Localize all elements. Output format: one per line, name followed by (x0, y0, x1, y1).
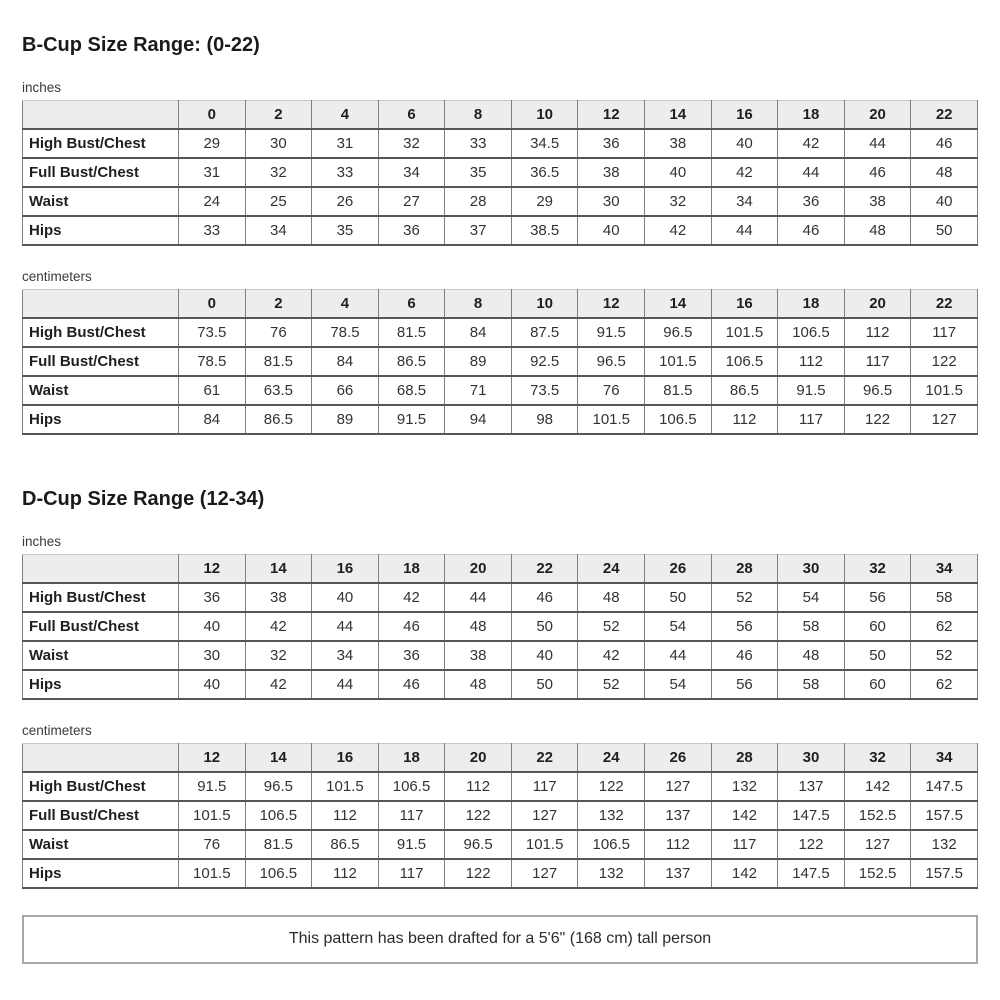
size-header-cell: 6 (378, 290, 445, 319)
measurement-value-cell: 84 (445, 318, 512, 347)
measurement-value-cell: 27 (378, 187, 445, 216)
size-header-cell: 20 (445, 555, 512, 584)
measurement-value-cell: 101.5 (911, 376, 978, 405)
measurement-row (23, 347, 978, 376)
measurement-value-cell: 44 (312, 612, 379, 641)
measurement-value-cell: 96.5 (645, 318, 712, 347)
measurement-value-cell: 42 (711, 158, 778, 187)
measurement-value-cell: 34 (711, 187, 778, 216)
size-header-cell: 26 (645, 555, 712, 584)
measurement-label-cell: Waist (23, 376, 179, 405)
size-header-cell: 20 (844, 101, 911, 130)
measurement-value-cell: 42 (578, 641, 645, 670)
measurement-value-cell: 52 (711, 583, 778, 612)
size-header-row (23, 101, 978, 130)
measurement-value-cell: 52 (578, 612, 645, 641)
measurement-value-cell: 112 (312, 801, 379, 830)
measurement-value-cell: 52 (578, 670, 645, 699)
measurement-value-cell: 30 (179, 641, 246, 670)
section-title-d-cup: D-Cup Size Range (12-34) (22, 488, 265, 510)
measurement-row (23, 641, 978, 670)
measurement-value-cell: 112 (312, 859, 379, 888)
measurement-value-cell: 127 (511, 859, 578, 888)
measurement-value-cell: 137 (778, 772, 845, 801)
size-header-cell: 12 (179, 555, 246, 584)
measurement-value-cell: 38.5 (511, 216, 578, 245)
size-header-cell: 14 (645, 290, 712, 319)
measurement-value-cell: 33 (179, 216, 246, 245)
section-d-cup (22, 487, 978, 889)
size-header-cell: 16 (312, 744, 379, 773)
measurement-value-cell: 52 (911, 641, 978, 670)
measurement-label-cell: Hips (23, 670, 179, 699)
measurement-value-cell: 127 (511, 801, 578, 830)
measurement-value-cell: 112 (645, 830, 712, 859)
measurement-value-cell: 96.5 (578, 347, 645, 376)
measurement-value-cell: 26 (312, 187, 379, 216)
measurement-value-cell: 62 (911, 612, 978, 641)
measurement-value-cell: 112 (844, 318, 911, 347)
measurement-row (23, 612, 978, 641)
measurement-value-cell: 61 (179, 376, 246, 405)
size-header-cell: 0 (179, 101, 246, 130)
measurement-value-cell: 152.5 (844, 859, 911, 888)
measurement-value-cell: 30 (245, 129, 312, 158)
measurement-value-cell: 89 (312, 405, 379, 434)
corner-cell (23, 744, 179, 773)
size-header-cell: 0 (179, 290, 246, 319)
size-header-cell: 10 (511, 101, 578, 130)
measurement-value-cell: 87.5 (511, 318, 578, 347)
measurement-value-cell: 132 (711, 772, 778, 801)
measurement-value-cell: 137 (645, 859, 712, 888)
measurement-value-cell: 78.5 (179, 347, 246, 376)
measurement-label-cell: Full Bust/Chest (23, 612, 179, 641)
measurement-value-cell: 29 (179, 129, 246, 158)
measurement-value-cell: 38 (844, 187, 911, 216)
measurement-value-cell: 122 (911, 347, 978, 376)
measurement-value-cell: 117 (711, 830, 778, 859)
measurement-label-cell: High Bust/Chest (23, 583, 179, 612)
measurement-value-cell: 44 (778, 158, 845, 187)
size-header-row (23, 555, 978, 584)
measurement-label-cell: Waist (23, 641, 179, 670)
measurement-value-cell: 106.5 (645, 405, 712, 434)
size-header-cell: 8 (445, 290, 512, 319)
size-header-cell: 32 (844, 744, 911, 773)
measurement-value-cell: 44 (844, 129, 911, 158)
measurement-value-cell: 40 (578, 216, 645, 245)
measurement-value-cell: 48 (445, 612, 512, 641)
measurement-value-cell: 142 (844, 772, 911, 801)
measurement-value-cell: 33 (312, 158, 379, 187)
size-header-cell: 34 (911, 744, 978, 773)
measurement-value-cell: 46 (711, 641, 778, 670)
measurement-value-cell: 86.5 (245, 405, 312, 434)
measurement-value-cell: 34 (312, 641, 379, 670)
measurement-label-cell: Waist (23, 830, 179, 859)
size-header-cell: 18 (778, 290, 845, 319)
measurement-value-cell: 50 (645, 583, 712, 612)
measurement-value-cell: 152.5 (844, 801, 911, 830)
size-header-cell: 28 (711, 555, 778, 584)
measurement-value-cell: 147.5 (778, 801, 845, 830)
measurement-value-cell: 84 (312, 347, 379, 376)
measurement-value-cell: 132 (911, 830, 978, 859)
size-header-cell: 14 (645, 101, 712, 130)
size-header-row (23, 290, 978, 319)
measurement-value-cell: 101.5 (179, 859, 246, 888)
measurement-value-cell: 34 (245, 216, 312, 245)
measurement-value-cell: 36 (778, 187, 845, 216)
measurement-row (23, 801, 978, 830)
measurement-row (23, 772, 978, 801)
measurement-value-cell: 66 (312, 376, 379, 405)
measurement-value-cell: 89 (445, 347, 512, 376)
measurement-value-cell: 117 (378, 859, 445, 888)
measurement-value-cell: 96.5 (844, 376, 911, 405)
size-chart-page (22, 33, 978, 964)
size-header-cell: 22 (911, 101, 978, 130)
measurement-value-cell: 92.5 (511, 347, 578, 376)
measurement-value-cell: 35 (445, 158, 512, 187)
measurement-value-cell: 127 (911, 405, 978, 434)
measurement-value-cell: 36 (578, 129, 645, 158)
measurement-value-cell: 38 (645, 129, 712, 158)
measurement-value-cell: 122 (445, 801, 512, 830)
section-b-cup (22, 33, 978, 435)
measurement-value-cell: 86.5 (711, 376, 778, 405)
size-header-cell: 18 (378, 555, 445, 584)
b-cup-inches-table (22, 100, 978, 246)
measurement-value-cell: 46 (511, 583, 578, 612)
measurement-value-cell: 94 (445, 405, 512, 434)
measurement-label-cell: High Bust/Chest (23, 129, 179, 158)
measurement-value-cell: 117 (844, 347, 911, 376)
measurement-value-cell: 60 (844, 670, 911, 699)
measurement-value-cell: 34.5 (511, 129, 578, 158)
measurement-value-cell: 73.5 (179, 318, 246, 347)
unit-label-inches: inches (22, 534, 62, 549)
measurement-value-cell: 42 (645, 216, 712, 245)
size-header-cell: 24 (578, 744, 645, 773)
d-cup-centimeters-table (22, 743, 978, 889)
measurement-value-cell: 37 (445, 216, 512, 245)
measurement-value-cell: 36 (378, 216, 445, 245)
measurement-value-cell: 112 (711, 405, 778, 434)
measurement-value-cell: 48 (778, 641, 845, 670)
measurement-value-cell: 101.5 (645, 347, 712, 376)
measurement-value-cell: 78.5 (312, 318, 379, 347)
measurement-value-cell: 81.5 (645, 376, 712, 405)
measurement-value-cell: 42 (245, 612, 312, 641)
measurement-value-cell: 48 (844, 216, 911, 245)
measurement-value-cell: 127 (645, 772, 712, 801)
measurement-row (23, 216, 978, 245)
measurement-value-cell: 112 (445, 772, 512, 801)
measurement-value-cell: 58 (778, 670, 845, 699)
measurement-value-cell: 68.5 (378, 376, 445, 405)
measurement-value-cell: 106.5 (245, 801, 312, 830)
size-header-cell: 20 (844, 290, 911, 319)
measurement-value-cell: 81.5 (245, 830, 312, 859)
measurement-value-cell: 48 (445, 670, 512, 699)
measurement-value-cell: 40 (511, 641, 578, 670)
measurement-value-cell: 42 (378, 583, 445, 612)
size-header-cell: 26 (645, 744, 712, 773)
measurement-value-cell: 147.5 (778, 859, 845, 888)
corner-cell (23, 555, 179, 584)
measurement-value-cell: 71 (445, 376, 512, 405)
measurement-value-cell: 106.5 (578, 830, 645, 859)
size-header-row (23, 744, 978, 773)
measurement-value-cell: 40 (645, 158, 712, 187)
measurement-value-cell: 122 (778, 830, 845, 859)
size-header-cell: 28 (711, 744, 778, 773)
measurement-value-cell: 44 (711, 216, 778, 245)
height-note: This pattern has been drafted for a 5'6" (168 cm) tall person (22, 915, 978, 964)
measurement-row (23, 405, 978, 434)
size-header-cell: 30 (778, 744, 845, 773)
measurement-value-cell: 132 (578, 859, 645, 888)
size-header-cell: 16 (711, 290, 778, 319)
measurement-value-cell: 46 (378, 670, 445, 699)
measurement-label-cell: Waist (23, 187, 179, 216)
measurement-value-cell: 38 (578, 158, 645, 187)
measurement-label-cell: Hips (23, 405, 179, 434)
measurement-row (23, 129, 978, 158)
measurement-value-cell: 32 (645, 187, 712, 216)
measurement-value-cell: 91.5 (378, 830, 445, 859)
measurement-value-cell: 76 (578, 376, 645, 405)
measurement-row (23, 318, 978, 347)
measurement-value-cell: 48 (578, 583, 645, 612)
size-header-cell: 12 (578, 290, 645, 319)
measurement-value-cell: 91.5 (378, 405, 445, 434)
size-header-cell: 6 (378, 101, 445, 130)
measurement-value-cell: 40 (711, 129, 778, 158)
measurement-row (23, 670, 978, 699)
measurement-value-cell: 56 (844, 583, 911, 612)
measurement-value-cell: 40 (312, 583, 379, 612)
measurement-value-cell: 29 (511, 187, 578, 216)
size-header-cell: 22 (511, 744, 578, 773)
size-header-cell: 8 (445, 101, 512, 130)
measurement-value-cell: 98 (511, 405, 578, 434)
measurement-value-cell: 76 (245, 318, 312, 347)
measurement-value-cell: 96.5 (245, 772, 312, 801)
measurement-value-cell: 142 (711, 801, 778, 830)
measurement-value-cell: 28 (445, 187, 512, 216)
measurement-row (23, 158, 978, 187)
measurement-value-cell: 106.5 (378, 772, 445, 801)
size-header-cell: 10 (511, 290, 578, 319)
size-header-cell: 16 (312, 555, 379, 584)
measurement-value-cell: 101.5 (511, 830, 578, 859)
measurement-value-cell: 30 (578, 187, 645, 216)
measurement-value-cell: 106.5 (778, 318, 845, 347)
size-header-cell: 12 (179, 744, 246, 773)
corner-cell (23, 101, 179, 130)
measurement-value-cell: 54 (645, 670, 712, 699)
measurement-value-cell: 132 (578, 801, 645, 830)
measurement-row (23, 376, 978, 405)
measurement-value-cell: 50 (511, 670, 578, 699)
size-header-cell: 4 (312, 101, 379, 130)
size-header-cell: 18 (378, 744, 445, 773)
size-header-cell: 22 (511, 555, 578, 584)
measurement-value-cell: 58 (911, 583, 978, 612)
measurement-value-cell: 50 (911, 216, 978, 245)
measurement-value-cell: 44 (445, 583, 512, 612)
measurement-value-cell: 117 (378, 801, 445, 830)
measurement-value-cell: 38 (445, 641, 512, 670)
size-header-cell: 14 (245, 555, 312, 584)
measurement-value-cell: 117 (778, 405, 845, 434)
measurement-value-cell: 112 (778, 347, 845, 376)
measurement-value-cell: 56 (711, 612, 778, 641)
measurement-value-cell: 54 (778, 583, 845, 612)
measurement-value-cell: 46 (911, 129, 978, 158)
measurement-value-cell: 101.5 (578, 405, 645, 434)
measurement-value-cell: 50 (844, 641, 911, 670)
measurement-value-cell: 44 (312, 670, 379, 699)
measurement-row (23, 830, 978, 859)
measurement-value-cell: 122 (578, 772, 645, 801)
measurement-value-cell: 76 (179, 830, 246, 859)
size-header-cell: 24 (578, 555, 645, 584)
measurement-value-cell: 58 (778, 612, 845, 641)
measurement-value-cell: 40 (179, 612, 246, 641)
measurement-value-cell: 24 (179, 187, 246, 216)
measurement-value-cell: 86.5 (312, 830, 379, 859)
measurement-value-cell: 32 (245, 158, 312, 187)
measurement-value-cell: 117 (911, 318, 978, 347)
measurement-value-cell: 40 (911, 187, 978, 216)
measurement-row (23, 859, 978, 888)
measurement-value-cell: 54 (645, 612, 712, 641)
measurement-label-cell: High Bust/Chest (23, 772, 179, 801)
measurement-value-cell: 84 (179, 405, 246, 434)
measurement-value-cell: 36 (179, 583, 246, 612)
measurement-value-cell: 142 (711, 859, 778, 888)
size-header-cell: 2 (245, 101, 312, 130)
measurement-value-cell: 96.5 (445, 830, 512, 859)
measurement-value-cell: 81.5 (245, 347, 312, 376)
unit-label-inches: inches (22, 80, 62, 95)
measurement-label-cell: Full Bust/Chest (23, 347, 179, 376)
measurement-value-cell: 91.5 (778, 376, 845, 405)
size-header-cell: 18 (778, 101, 845, 130)
unit-label-centimeters: centimeters (22, 723, 92, 738)
measurement-value-cell: 122 (844, 405, 911, 434)
measurement-value-cell: 46 (778, 216, 845, 245)
measurement-value-cell: 157.5 (911, 801, 978, 830)
measurement-label-cell: Full Bust/Chest (23, 801, 179, 830)
measurement-value-cell: 56 (711, 670, 778, 699)
measurement-value-cell: 25 (245, 187, 312, 216)
measurement-value-cell: 157.5 (911, 859, 978, 888)
size-header-cell: 20 (445, 744, 512, 773)
measurement-value-cell: 86.5 (378, 347, 445, 376)
size-header-cell: 30 (778, 555, 845, 584)
measurement-value-cell: 91.5 (179, 772, 246, 801)
measurement-value-cell: 32 (245, 641, 312, 670)
section-title-b-cup: B-Cup Size Range: (0-22) (22, 34, 260, 56)
measurement-value-cell: 91.5 (578, 318, 645, 347)
measurement-value-cell: 101.5 (312, 772, 379, 801)
measurement-value-cell: 60 (844, 612, 911, 641)
measurement-value-cell: 106.5 (711, 347, 778, 376)
size-header-cell: 14 (245, 744, 312, 773)
measurement-value-cell: 137 (645, 801, 712, 830)
measurement-value-cell: 35 (312, 216, 379, 245)
measurement-value-cell: 44 (645, 641, 712, 670)
measurement-value-cell: 32 (378, 129, 445, 158)
b-cup-centimeters-table (22, 289, 978, 435)
measurement-value-cell: 46 (378, 612, 445, 641)
measurement-row (23, 187, 978, 216)
measurement-label-cell: Full Bust/Chest (23, 158, 179, 187)
size-header-cell: 22 (911, 290, 978, 319)
measurement-value-cell: 127 (844, 830, 911, 859)
measurement-value-cell: 31 (179, 158, 246, 187)
d-cup-inches-table (22, 554, 978, 700)
measurement-value-cell: 50 (511, 612, 578, 641)
measurement-value-cell: 62 (911, 670, 978, 699)
size-header-cell: 34 (911, 555, 978, 584)
size-header-cell: 2 (245, 290, 312, 319)
measurement-value-cell: 106.5 (245, 859, 312, 888)
measurement-value-cell: 101.5 (179, 801, 246, 830)
measurement-row (23, 583, 978, 612)
size-header-cell: 32 (844, 555, 911, 584)
measurement-value-cell: 147.5 (911, 772, 978, 801)
measurement-value-cell: 42 (778, 129, 845, 158)
measurement-value-cell: 40 (179, 670, 246, 699)
measurement-value-cell: 36.5 (511, 158, 578, 187)
size-header-cell: 4 (312, 290, 379, 319)
measurement-value-cell: 101.5 (711, 318, 778, 347)
measurement-value-cell: 38 (245, 583, 312, 612)
unit-label-centimeters: centimeters (22, 269, 92, 284)
measurement-value-cell: 33 (445, 129, 512, 158)
measurement-value-cell: 81.5 (378, 318, 445, 347)
size-header-cell: 16 (711, 101, 778, 130)
measurement-value-cell: 122 (445, 859, 512, 888)
measurement-value-cell: 63.5 (245, 376, 312, 405)
measurement-value-cell: 117 (511, 772, 578, 801)
measurement-value-cell: 42 (245, 670, 312, 699)
measurement-label-cell: Hips (23, 216, 179, 245)
corner-cell (23, 290, 179, 319)
measurement-value-cell: 34 (378, 158, 445, 187)
measurement-label-cell: Hips (23, 859, 179, 888)
measurement-value-cell: 48 (911, 158, 978, 187)
measurement-value-cell: 36 (378, 641, 445, 670)
measurement-label-cell: High Bust/Chest (23, 318, 179, 347)
measurement-value-cell: 46 (844, 158, 911, 187)
measurement-value-cell: 31 (312, 129, 379, 158)
measurement-value-cell: 73.5 (511, 376, 578, 405)
size-header-cell: 12 (578, 101, 645, 130)
